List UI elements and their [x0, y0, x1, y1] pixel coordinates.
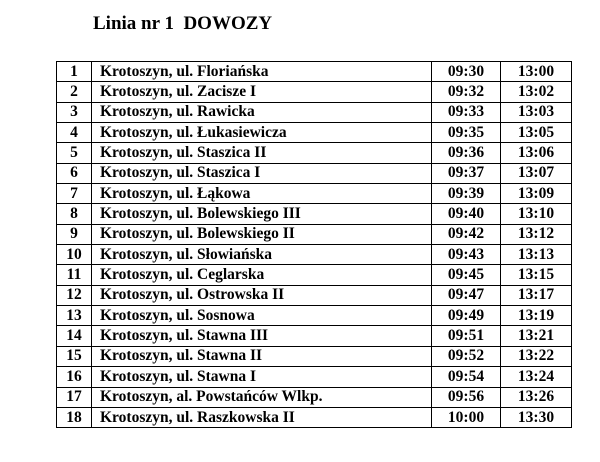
table-row	[57, 326, 572, 346]
stop-number: 1	[57, 62, 92, 82]
stop-number: 2	[57, 82, 92, 102]
page-title: Linia nr 1 DOWOZY	[93, 13, 273, 34]
stop-number: 12	[57, 285, 92, 305]
departure-time-midday: 13:24	[501, 367, 572, 387]
departure-time-midday: 13:12	[501, 224, 572, 244]
departure-time-midday: 13:00	[501, 62, 572, 82]
schedule-table	[56, 61, 572, 428]
table-row	[57, 143, 572, 163]
departure-time-morning: 09:42	[432, 224, 501, 244]
departure-time-morning: 09:39	[432, 184, 501, 204]
departure-time-morning: 09:33	[432, 102, 501, 122]
stop-number: 16	[57, 367, 92, 387]
stop-name: Krotoszyn, ul. Bolewskiego III	[92, 204, 432, 224]
departure-time-morning: 09:32	[432, 82, 501, 102]
stop-number: 13	[57, 306, 92, 326]
departure-time-morning: 09:51	[432, 326, 501, 346]
stop-name: Krotoszyn, ul. Staszica II	[92, 143, 432, 163]
table-row	[57, 265, 572, 285]
stop-name: Krotoszyn, ul. Ostrowska II	[92, 285, 432, 305]
stop-number: 17	[57, 387, 92, 407]
stop-name: Krotoszyn, ul. Floriańska	[92, 62, 432, 82]
departure-time-morning: 09:54	[432, 367, 501, 387]
departure-time-morning: 09:35	[432, 123, 501, 143]
table-row	[57, 163, 572, 183]
stop-name: Krotoszyn, ul. Słowiańska	[92, 245, 432, 265]
departure-time-morning: 09:37	[432, 163, 501, 183]
stop-number: 5	[57, 143, 92, 163]
table-row	[57, 407, 572, 427]
table-row	[57, 306, 572, 326]
table-row	[57, 224, 572, 244]
stop-number: 18	[57, 407, 92, 427]
stop-number: 6	[57, 163, 92, 183]
stop-name: Krotoszyn, ul. Zacisze I	[92, 82, 432, 102]
departure-time-midday: 13:06	[501, 143, 572, 163]
departure-time-midday: 13:09	[501, 184, 572, 204]
departure-time-midday: 13:05	[501, 123, 572, 143]
stop-name: Krotoszyn, al. Powstańców Wlkp.	[92, 387, 432, 407]
table-row	[57, 346, 572, 366]
departure-time-midday: 13:19	[501, 306, 572, 326]
stop-name: Krotoszyn, ul. Stawna II	[92, 346, 432, 366]
table-row	[57, 82, 572, 102]
departure-time-midday: 13:21	[501, 326, 572, 346]
stop-name: Krotoszyn, ul. Łąkowa	[92, 184, 432, 204]
stop-name: Krotoszyn, ul. Raszkowska II	[92, 407, 432, 427]
departure-time-morning: 09:36	[432, 143, 501, 163]
table-row	[57, 62, 572, 82]
stop-number: 3	[57, 102, 92, 122]
stop-name: Krotoszyn, ul. Bolewskiego II	[92, 224, 432, 244]
departure-time-morning: 09:45	[432, 265, 501, 285]
stop-number: 4	[57, 123, 92, 143]
stop-number: 14	[57, 326, 92, 346]
departure-time-morning: 09:52	[432, 346, 501, 366]
stop-name: Krotoszyn, ul. Łukasiewicza	[92, 123, 432, 143]
departure-time-morning: 09:40	[432, 204, 501, 224]
stop-name: Krotoszyn, ul. Sosnowa	[92, 306, 432, 326]
schedule-rows	[57, 62, 572, 428]
departure-time-midday: 13:15	[501, 265, 572, 285]
stop-number: 9	[57, 224, 92, 244]
departure-time-morning: 09:47	[432, 285, 501, 305]
stop-number: 11	[57, 265, 92, 285]
departure-time-midday: 13:02	[501, 82, 572, 102]
departure-time-midday: 13:03	[501, 102, 572, 122]
departure-time-midday: 13:26	[501, 387, 572, 407]
departure-time-morning: 09:43	[432, 245, 501, 265]
departure-time-midday: 13:22	[501, 346, 572, 366]
table-row	[57, 285, 572, 305]
departure-time-morning: 10:00	[432, 407, 501, 427]
departure-time-morning: 09:30	[432, 62, 501, 82]
table-row	[57, 387, 572, 407]
stop-number: 10	[57, 245, 92, 265]
table-row	[57, 102, 572, 122]
table-row	[57, 204, 572, 224]
stop-name: Krotoszyn, ul. Staszica I	[92, 163, 432, 183]
departure-time-midday: 13:30	[501, 407, 572, 427]
table-row	[57, 123, 572, 143]
departure-time-morning: 09:56	[432, 387, 501, 407]
departure-time-midday: 13:13	[501, 245, 572, 265]
stop-number: 8	[57, 204, 92, 224]
table-row	[57, 245, 572, 265]
stop-name: Krotoszyn, ul. Rawicka	[92, 102, 432, 122]
stop-name: Krotoszyn, ul. Ceglarska	[92, 265, 432, 285]
departure-time-midday: 13:07	[501, 163, 572, 183]
stop-number: 15	[57, 346, 92, 366]
stop-name: Krotoszyn, ul. Stawna I	[92, 367, 432, 387]
departure-time-midday: 13:10	[501, 204, 572, 224]
departure-time-morning: 09:49	[432, 306, 501, 326]
stop-name: Krotoszyn, ul. Stawna III	[92, 326, 432, 346]
table-row	[57, 367, 572, 387]
departure-time-midday: 13:17	[501, 285, 572, 305]
table-row	[57, 184, 572, 204]
stop-number: 7	[57, 184, 92, 204]
